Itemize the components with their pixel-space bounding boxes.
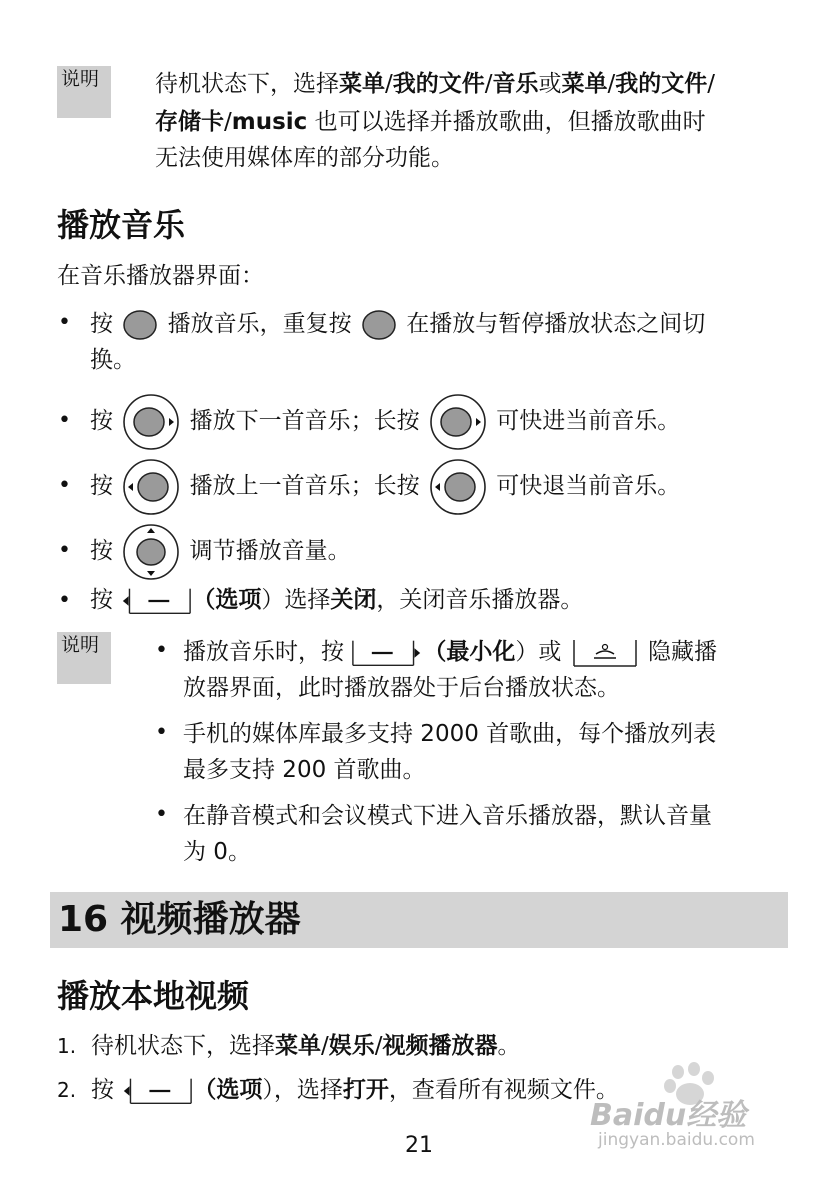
- chapter-title: 16 视频播放器: [58, 899, 301, 940]
- bullet-dot: •: [58, 588, 71, 613]
- watermark-url: jingyan.baidu.com: [598, 1130, 755, 1150]
- nav-left-key-icon: [120, 457, 182, 517]
- bullet-dot: •: [58, 310, 71, 335]
- close-line: 按 （选项）选择关闭，关闭音乐播放器。: [90, 582, 583, 618]
- note-tag: 说明: [57, 66, 111, 118]
- bullet-dot: •: [155, 802, 168, 827]
- note-tag: 说明: [57, 632, 111, 684]
- note2-b2-line2: 最多支持 200 首歌曲。: [183, 757, 426, 783]
- watermark-brand: Baidu经验: [590, 1098, 747, 1133]
- play-line: 按 播放音乐，重复按 在播放与暂停播放状态之间切: [90, 306, 705, 342]
- bullet-dot: •: [58, 538, 71, 563]
- center-key-icon: [120, 308, 160, 342]
- bullet-dot: •: [155, 720, 168, 745]
- note2-b2-line1: 手机的媒体库最多支持 2000 首歌曲，每个播放列表: [183, 721, 717, 747]
- note1-line3: 无法使用媒体库的部分功能。: [155, 145, 454, 171]
- bullet-dot: •: [58, 408, 71, 433]
- volume-line: 按 调节播放音量。: [90, 520, 351, 582]
- nav-updown-key-icon: [120, 522, 182, 582]
- page-number: 21: [405, 1133, 433, 1158]
- section-title: 播放音乐: [57, 206, 186, 244]
- note2-b1-line1: 播放音乐时，按 （最小化）或 隐藏播: [183, 634, 717, 670]
- note1-line1: 待机状态下，选择菜单/我的文件/音乐或菜单/我的文件/: [155, 71, 715, 97]
- nav-right-key-icon: [120, 392, 182, 452]
- section-intro: 在音乐播放器界面：: [57, 263, 264, 289]
- bullet-dot: •: [155, 638, 168, 663]
- left-softkey-icon: [121, 1076, 193, 1106]
- section-title: 播放本地视频: [57, 977, 250, 1015]
- note2-b1-line2: 放器界面，此时播放器处于后台播放状态。: [183, 675, 620, 701]
- chapter-header: [50, 892, 788, 948]
- play-line2: 换。: [90, 347, 136, 373]
- nav-left-key-icon: [427, 457, 489, 517]
- left-softkey-icon: [120, 586, 192, 616]
- step-1: 1. 待机状态下，选择菜单/娱乐/视频播放器。: [57, 1033, 521, 1059]
- note1-line2: 存储卡/music 也可以选择并播放歌曲，但播放歌曲时: [155, 109, 706, 135]
- right-softkey-icon: [351, 638, 423, 668]
- bullet-dot: •: [58, 473, 71, 498]
- prev-line: 按 播放上一首音乐；长按 可快退当前音乐。: [90, 455, 680, 517]
- next-line: 按 播放下一首音乐；长按 可快进当前音乐。: [90, 390, 680, 452]
- note2-b3-line2: 为 0。: [183, 839, 251, 865]
- nav-right-key-icon: [427, 392, 489, 452]
- step-2: 2. 按 （选项），选择打开，查看所有视频文件。: [57, 1072, 619, 1108]
- end-key-icon: [569, 638, 641, 668]
- note2-b3-line1: 在静音模式和会议模式下进入音乐播放器，默认音量: [183, 803, 712, 829]
- center-key-icon: [359, 308, 399, 342]
